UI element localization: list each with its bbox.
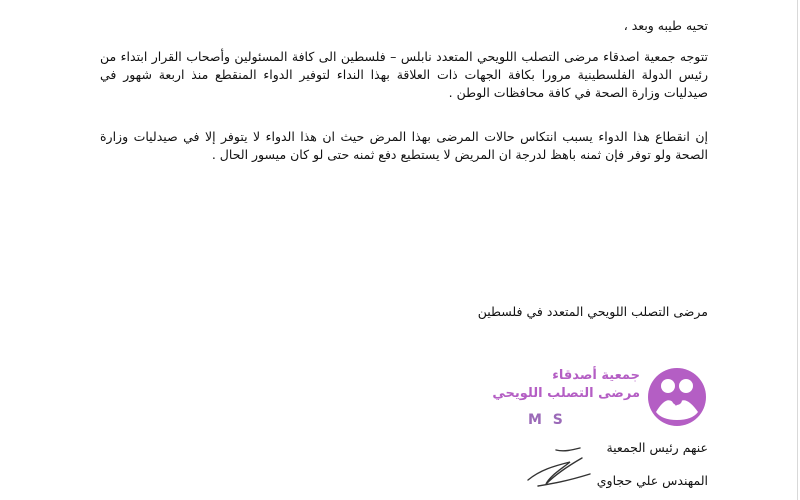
stamp-abbreviation: M S [528,412,566,428]
people-logo-icon [646,366,708,428]
paragraph-appeal: تتوجه جمعية اصدقاء مرضى التصلب اللويحي المتعدد نابلس – فلسطين الى كافة المسئولين وأصحاب القرار ابتداء من رئيس الدولة الفلسطينية مرورا بكافة الجهات ذات العلاقة بهذا النداء لتوفير الدواء المنقطع منذ اربعة شهور في صيدليات وزارة الصحة في كافة محافظات الوطن . [100,49,708,100]
paragraph-impact: إن انقطاع هذا الدواء يسبب انتكاس حالات المرضى بهذا المرض حيث ان هذا الدواء لا يتوفر إلا في صيدليات وزارة الصحة ولو توفر فإن ثمنه باهظ لدرجة ان المريض لا يستطيع دفع ثمنه حتى لو كان ميسور الحال . [100,129,708,162]
stamp-line-2: مرضى التصلب اللويحي [492,386,640,401]
on-behalf-line: عنهم رئيس الجمعية [606,440,708,455]
association-stamp [490,360,720,440]
signature-icon [520,440,600,492]
stamp-line-1: جمعية أصدقاء [552,368,640,383]
organization-name: مرضى التصلب اللويحي المتعدد في فلسطين [477,304,708,319]
greeting: تحيه طيبه وبعد ، [623,18,708,33]
signatory-name: المهندس علي حجاوي [596,473,708,488]
page-edge-divider [797,0,798,500]
